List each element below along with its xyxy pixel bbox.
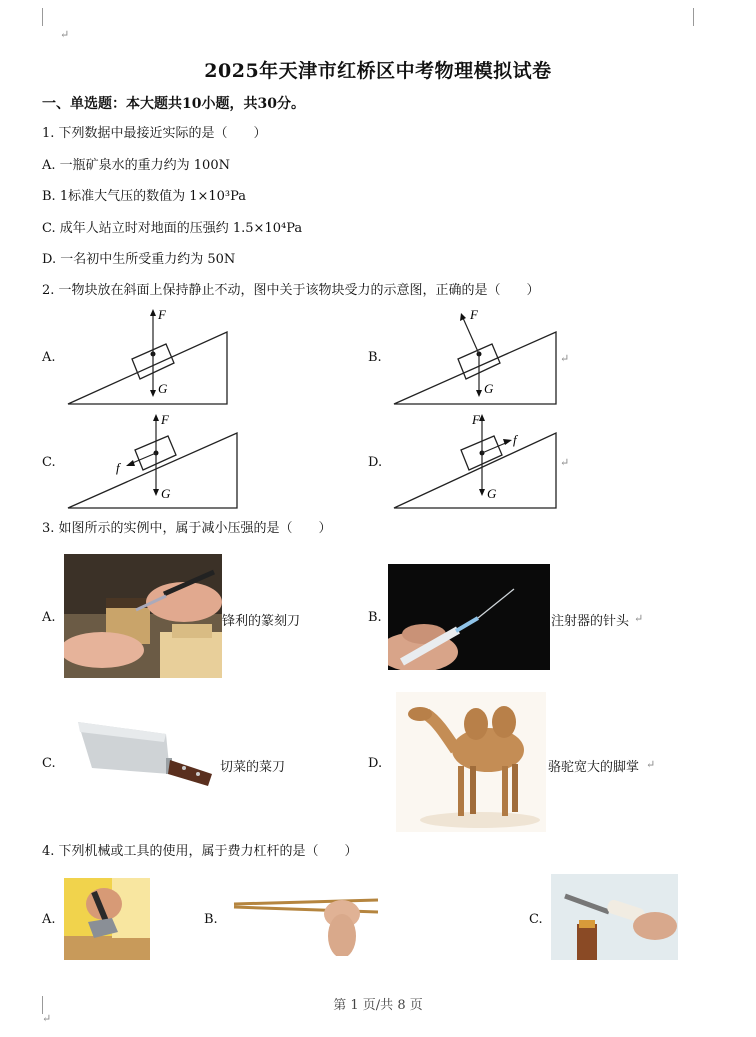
svg-text:G: G bbox=[487, 486, 497, 501]
svg-text:f: f bbox=[513, 432, 517, 447]
option-a-label: A. bbox=[42, 610, 56, 625]
caption-a: 锋利的篆刻刀 bbox=[222, 614, 301, 629]
svg-text:G: G bbox=[484, 381, 494, 396]
question-4-stem: 4. 下列机械或工具的使用，属于费力杠杆的是（ ） bbox=[42, 844, 358, 859]
svg-text:G: G bbox=[161, 486, 171, 501]
section-heading: 一、单选题：本大题共10小题，共30分。 bbox=[42, 96, 305, 112]
question-2-stem: 2. 一物块放在斜面上保持静止不动，图中关于该物块受力的示意图，正确的是（ ） bbox=[42, 283, 540, 298]
svg-text:F: F bbox=[161, 412, 169, 427]
paragraph-mark: ↵ bbox=[60, 28, 70, 41]
svg-text:f: f bbox=[116, 460, 120, 475]
page-title: 2025年天津市红桥区中考物理模拟试卷 bbox=[204, 60, 552, 82]
page-footer: 第 1 页/共 8 页 bbox=[333, 998, 423, 1013]
top-right-corner-mark bbox=[693, 8, 694, 26]
paragraph-mark: ↵ bbox=[634, 612, 644, 625]
option-a-label: A. bbox=[42, 350, 56, 365]
option-b-label: B. bbox=[368, 350, 382, 365]
hammer-photo bbox=[64, 878, 150, 960]
question-1-option-d: D. 一名初中生所受重力约为 50N bbox=[42, 252, 236, 267]
paragraph-mark: ↵ bbox=[42, 1012, 52, 1025]
question-1-option-c: C. 成年人站立时对地面的压强约 1.5×10⁴Pa bbox=[42, 221, 303, 236]
option-c-label: C. bbox=[529, 912, 543, 927]
chopsticks-photo bbox=[232, 890, 380, 956]
option-c-label: C. bbox=[42, 756, 56, 771]
option-a-label: A. bbox=[42, 912, 56, 927]
question-3-stem: 3. 如图所示的实例中，属于减小压强的是（ ） bbox=[42, 521, 332, 536]
svg-text:F: F bbox=[158, 307, 166, 322]
svg-text:F: F bbox=[470, 307, 478, 322]
engraving-knife-photo bbox=[64, 554, 222, 678]
camel-photo bbox=[396, 692, 546, 832]
option-b-label: B. bbox=[204, 912, 218, 927]
top-left-corner-mark bbox=[42, 8, 43, 26]
caption-c: 切菜的菜刀 bbox=[220, 760, 286, 775]
caption-d: 骆驼宽大的脚掌 bbox=[548, 760, 640, 775]
question-1-option-a: A. 一瓶矿泉水的重力约为 100N bbox=[42, 158, 230, 173]
option-b-label: B. bbox=[368, 610, 382, 625]
incline-diagram-a bbox=[60, 305, 240, 410]
option-d-label: D. bbox=[368, 756, 383, 771]
caption-b: 注射器的针头 bbox=[551, 614, 630, 629]
question-1-option-b: B. 1标准大气压的数值为 1×10³Pa bbox=[42, 189, 247, 204]
paragraph-mark: ↵ bbox=[560, 352, 570, 365]
paragraph-mark: ↵ bbox=[646, 758, 656, 771]
paragraph-mark: ↵ bbox=[560, 456, 570, 469]
incline-diagram-b bbox=[386, 305, 566, 410]
incline-diagram-c bbox=[60, 410, 240, 515]
svg-text:G: G bbox=[158, 381, 168, 396]
question-1-stem: 1. 下列数据中最接近实际的是（ ） bbox=[42, 126, 267, 141]
option-c-label: C. bbox=[42, 455, 56, 470]
syringe-needle-photo bbox=[388, 564, 550, 670]
kitchen-cleaver-photo bbox=[74, 714, 216, 792]
option-d-label: D. bbox=[368, 455, 383, 470]
bottle-opener-photo bbox=[551, 874, 678, 960]
incline-diagram-d bbox=[386, 410, 566, 515]
svg-text:F: F bbox=[472, 412, 480, 427]
